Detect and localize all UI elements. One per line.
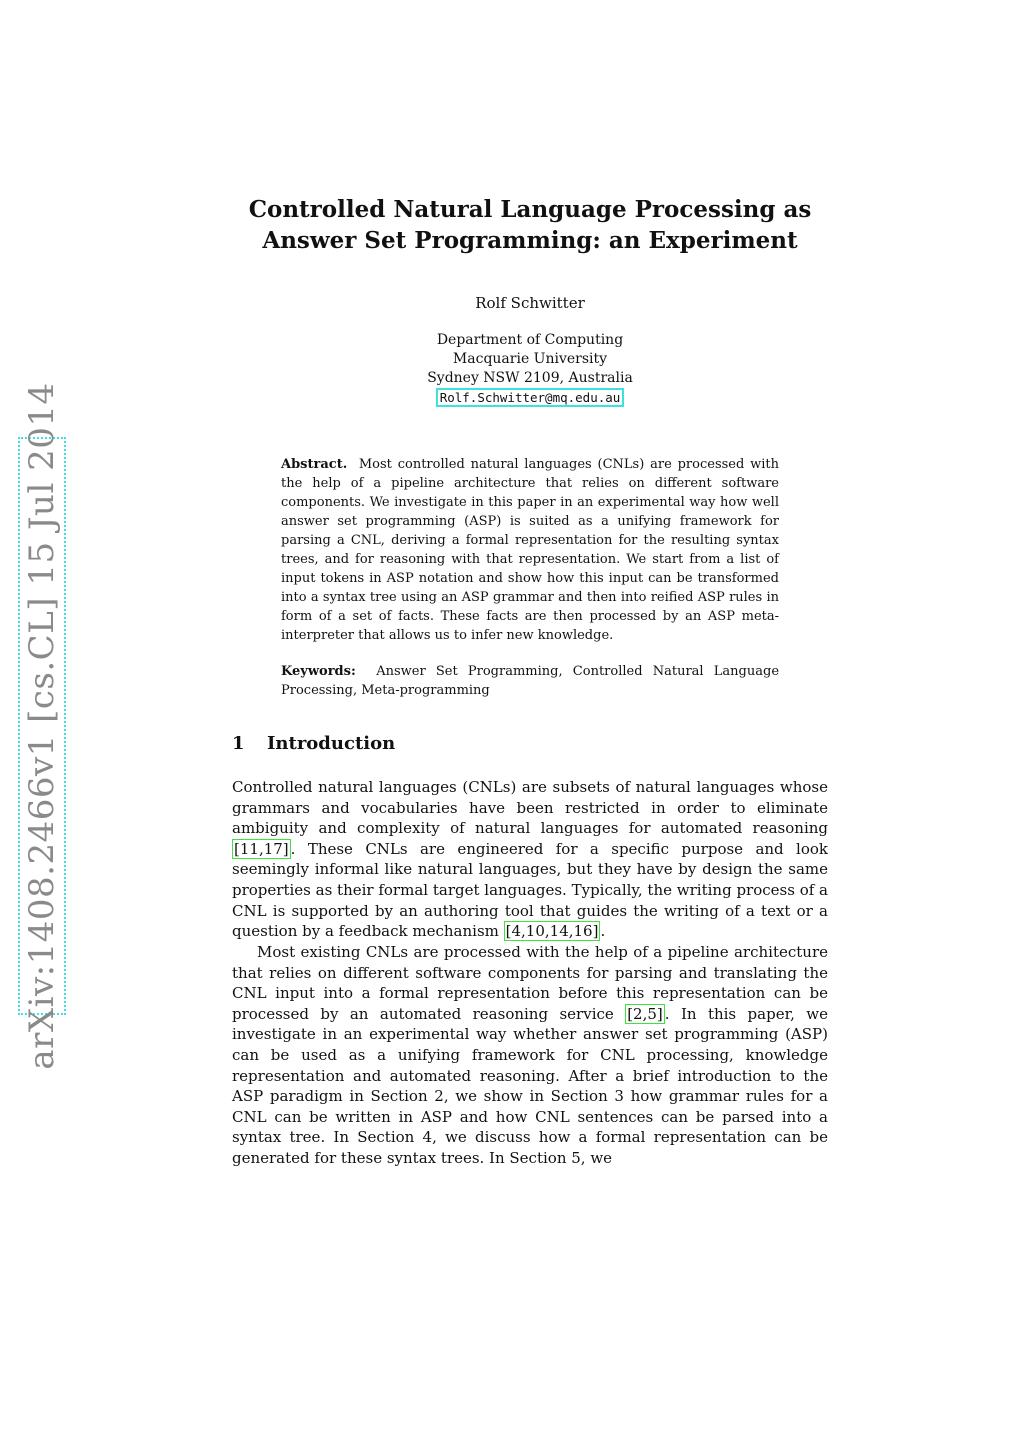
- section-title: Introduction: [267, 733, 396, 754]
- author-name: Rolf Schwitter: [475, 294, 585, 312]
- intro-p1-text-c: .: [600, 922, 606, 941]
- intro-paragraph-2: [232, 942, 828, 1169]
- paper-title: [230, 194, 830, 256]
- abstract-text: Most controlled natural languages (CNLs) are processed with the help of a pipeline architecture that relies on different software components. We investigate in this paper in an experimental way how well answer set programming (ASP) is suited as a unifying framework for parsing a CNL, deriving a formal representation for the resulting syntax trees, and for reasoning with that representation. We start from a list of input tokens in ASP notation and show how this input can be transformed into a syntax tree using an ASP grammar and then into reified ASP rules in form of a set of facts. These facts are then processed by an ASP meta-interpreter that allows us to infer new knowledge.: [281, 457, 780, 643]
- affiliation: [230, 331, 830, 408]
- keywords-label: Keywords:: [281, 664, 356, 679]
- title-line-2: Answer Set Programming: an Experiment: [262, 227, 798, 254]
- affiliation-address: Sydney NSW 2109, Australia: [427, 370, 633, 386]
- section-number: 1: [232, 733, 245, 754]
- author-email-link[interactable]: Rolf.Schwitter@mq.edu.au: [436, 388, 625, 407]
- citation-link[interactable]: [2,5]: [627, 1004, 663, 1023]
- keywords: [281, 662, 779, 700]
- abstract-label: Abstract.: [281, 457, 348, 472]
- intro-p2-text-b: . In this paper, we investigate in an experimental way whether answer set programming (ASP) can be used as a unifying framework for CNL processing, knowledge representation and automated reasoning. After a brief introduction to the ASP paradigm in Section 2, we show in Section 3 how grammar rules for a CNL can be written in ASP and how CNL sentences can be parsed into a syntax tree. In Section 4, we discuss how a formal representation can be generated for these syntax trees. In Section 5, we: [232, 1004, 828, 1167]
- intro-p1-text-a: Controlled natural languages (CNLs) are subsets of natural languages whose grammars and vocabularies have been restricted in order to eliminate ambiguity and complexity of natural languages for automated reasoning: [232, 778, 828, 838]
- intro-p1-text-b: . These CNLs are engineered for a specific purpose and look seemingly informal like natural languages, but they have by design the same properties as their formal target languages. Typically, the writing process of a CNL is supported by an authoring tool that guides the writing of a text or a question by a feedback mechanism: [232, 839, 828, 941]
- arxiv-stamp: [18, 382, 66, 1070]
- section-heading: [232, 733, 395, 754]
- citation-link[interactable]: [4,10,14,16]: [505, 922, 599, 941]
- affiliation-department: Department of Computing: [436, 332, 624, 348]
- abstract: [281, 455, 779, 645]
- arxiv-stamp-text: arXiv:1408.2466v1 [cs.CL] 15 Jul 2014: [22, 382, 62, 1070]
- affiliation-university: Macquarie University: [452, 351, 608, 367]
- intro-p2-text-a: Most existing CNLs are processed with the help of a pipeline architecture that relies on different software components for parsing and translating the CNL input into a formal representation before this representation can be processed by an automated reasoning service: [232, 943, 828, 1023]
- keywords-text: Answer Set Programming, Controlled Natural Language Processing, Meta-programming: [281, 664, 780, 698]
- title-line-1: Controlled Natural Language Processing as: [248, 196, 812, 223]
- citation-link[interactable]: [11,17]: [234, 839, 289, 858]
- intro-paragraph-1: [232, 777, 828, 942]
